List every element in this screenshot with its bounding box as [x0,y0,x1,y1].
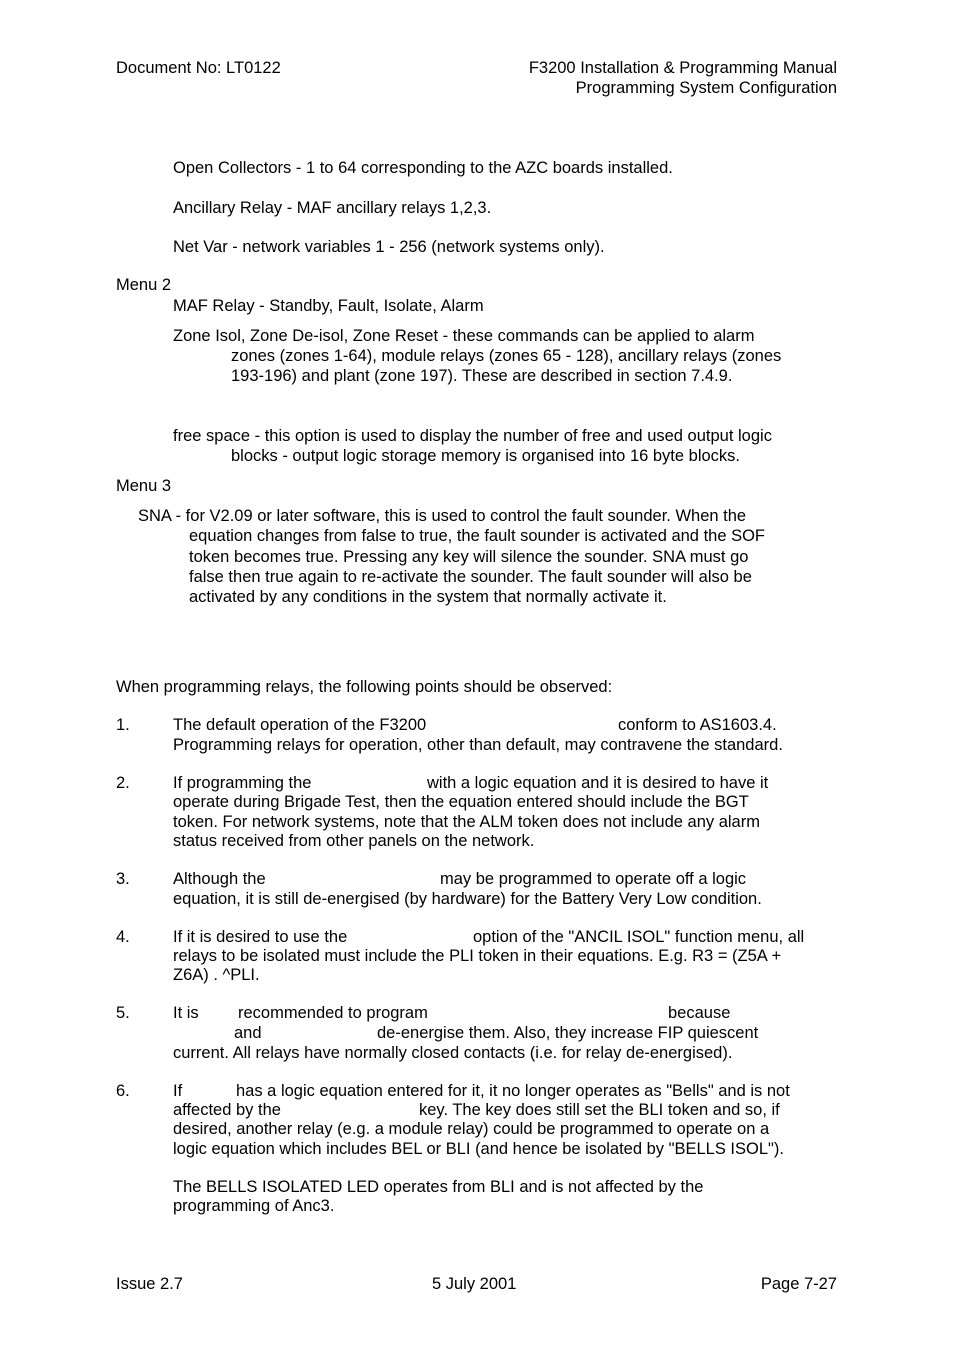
point-1-text: conform to AS1603.4. [618,716,777,734]
point-6-text: key. The key does still set the BLI token and so, if [419,1101,780,1119]
menu2-maf-relay: MAF Relay - Standby, Fault, Isolate, Alarm [173,297,484,315]
point-number: 5. [116,1004,130,1022]
menu3-sna-line: token becomes true. Pressing any key will silence the sounder. SNA must go [189,548,749,566]
menu3-heading: Menu 3 [116,477,172,495]
manual-title: F3200 Installation & Programming Manual [528,59,837,77]
menu3-sna-line: activated by any conditions in the system that normally activate it. [189,588,667,606]
menu1-item-open-collectors: Open Collectors - 1 to 64 corresponding to the AZC boards installed. [173,159,673,177]
point-2-text: operate during Brigade Test, then the equation entered should include the BGT [173,793,749,811]
point-4-text: If it is desired to use the [173,928,348,946]
point-6-note: programming of Anc3. [173,1197,335,1215]
point-6-text: affected by the [173,1101,281,1119]
menu2-free-space-line: blocks - output logic storage memory is organised into 16 byte blocks. [231,447,741,465]
point-number: 6. [116,1082,130,1100]
menu1-item-ancillary-relay: Ancillary Relay - MAF ancillary relays 1,2,3. [173,199,492,217]
point-3-text: equation, it is still de-energised (by hardware) for the Battery Very Low condition. [173,890,762,908]
point-6-text: desired, another relay (e.g. a module relay) could be programmed to operate on a [173,1120,770,1138]
point-5-text: and [234,1024,262,1042]
menu3-sna-line: false then true again to re-activate the sounder. The fault sounder will also be [189,568,752,586]
point-number: 4. [116,928,130,946]
menu2-heading: Menu 2 [116,276,172,294]
point-number: 2. [116,774,130,792]
footer-page-number: Page 7-27 [760,1275,837,1293]
point-4-text: option of the "ANCIL ISOL" function menu, all [473,928,805,946]
footer-issue: Issue 2.7 [116,1275,183,1293]
point-5-text: It is [173,1004,199,1022]
point-5-text: de-energise them. Also, they increase FIP quiescent [377,1024,759,1042]
menu2-zone-line: zones (zones 1-64), module relays (zones 65 - 128), ancillary relays (zones [231,347,782,365]
footer-date: 5 July 2001 [432,1275,517,1293]
menu3-sna-line: equation changes from false to true, the fault sounder is activated and the SOF [189,527,766,545]
point-5-text: current. All relays have normally closed contacts (i.e. for relay de-energised). [173,1044,733,1062]
menu2-zone-line: Zone Isol, Zone De-isol, Zone Reset - these commands can be applied to alarm [173,327,755,345]
point-3-text: may be programmed to operate off a logic [440,870,747,888]
point-4-text: relays to be isolated must include the PLI token in their equations. E.g. R3 = (Z5A + [173,947,782,965]
menu2-free-space-line: free space - this option is used to display the number of free and used output logic [173,427,772,445]
point-5-text: recommended to program [238,1004,428,1022]
point-2-text: with a logic equation and it is desired to have it [427,774,769,792]
section-title: Programming System Configuration [575,79,837,97]
menu1-item-net-var: Net Var - network variables 1 - 256 (network systems only). [173,238,605,256]
point-2-text: token. For network systems, note that the ALM token does not include any alarm [173,813,760,831]
point-6-note: The BELLS ISOLATED LED operates from BLI and is not affected by the [173,1178,704,1196]
point-1-text: Programming relays for operation, other than default, may contravene the standard. [173,736,783,754]
point-number: 1. [116,716,130,734]
document-number: Document No: LT0122 [116,59,281,77]
point-3-text: Although the [173,870,266,888]
menu3-sna-line: SNA - for V2.09 or later software, this is used to control the fault sounder. When the [138,507,747,525]
point-6-text: has a logic equation entered for it, it no longer operates as "Bells" and is not [236,1082,790,1100]
point-1-text: The default operation of the F3200 [173,716,427,734]
point-2-text: status received from other panels on the network. [173,832,535,850]
point-number: 3. [116,870,130,888]
menu2-zone-line: 193-196) and plant (zone 197). These are described in section 7.4.9. [231,367,733,385]
point-4-text: Z6A) . ^PLI. [173,966,260,984]
point-6-text: If [173,1082,183,1100]
relays-intro: When programming relays, the following points should be observed: [116,678,613,696]
point-6-text: logic equation which includes BEL or BLI (and hence be isolated by "BELLS ISOL"). [173,1140,784,1158]
point-5-text: because [668,1004,731,1022]
point-2-text: If programming the [173,774,312,792]
